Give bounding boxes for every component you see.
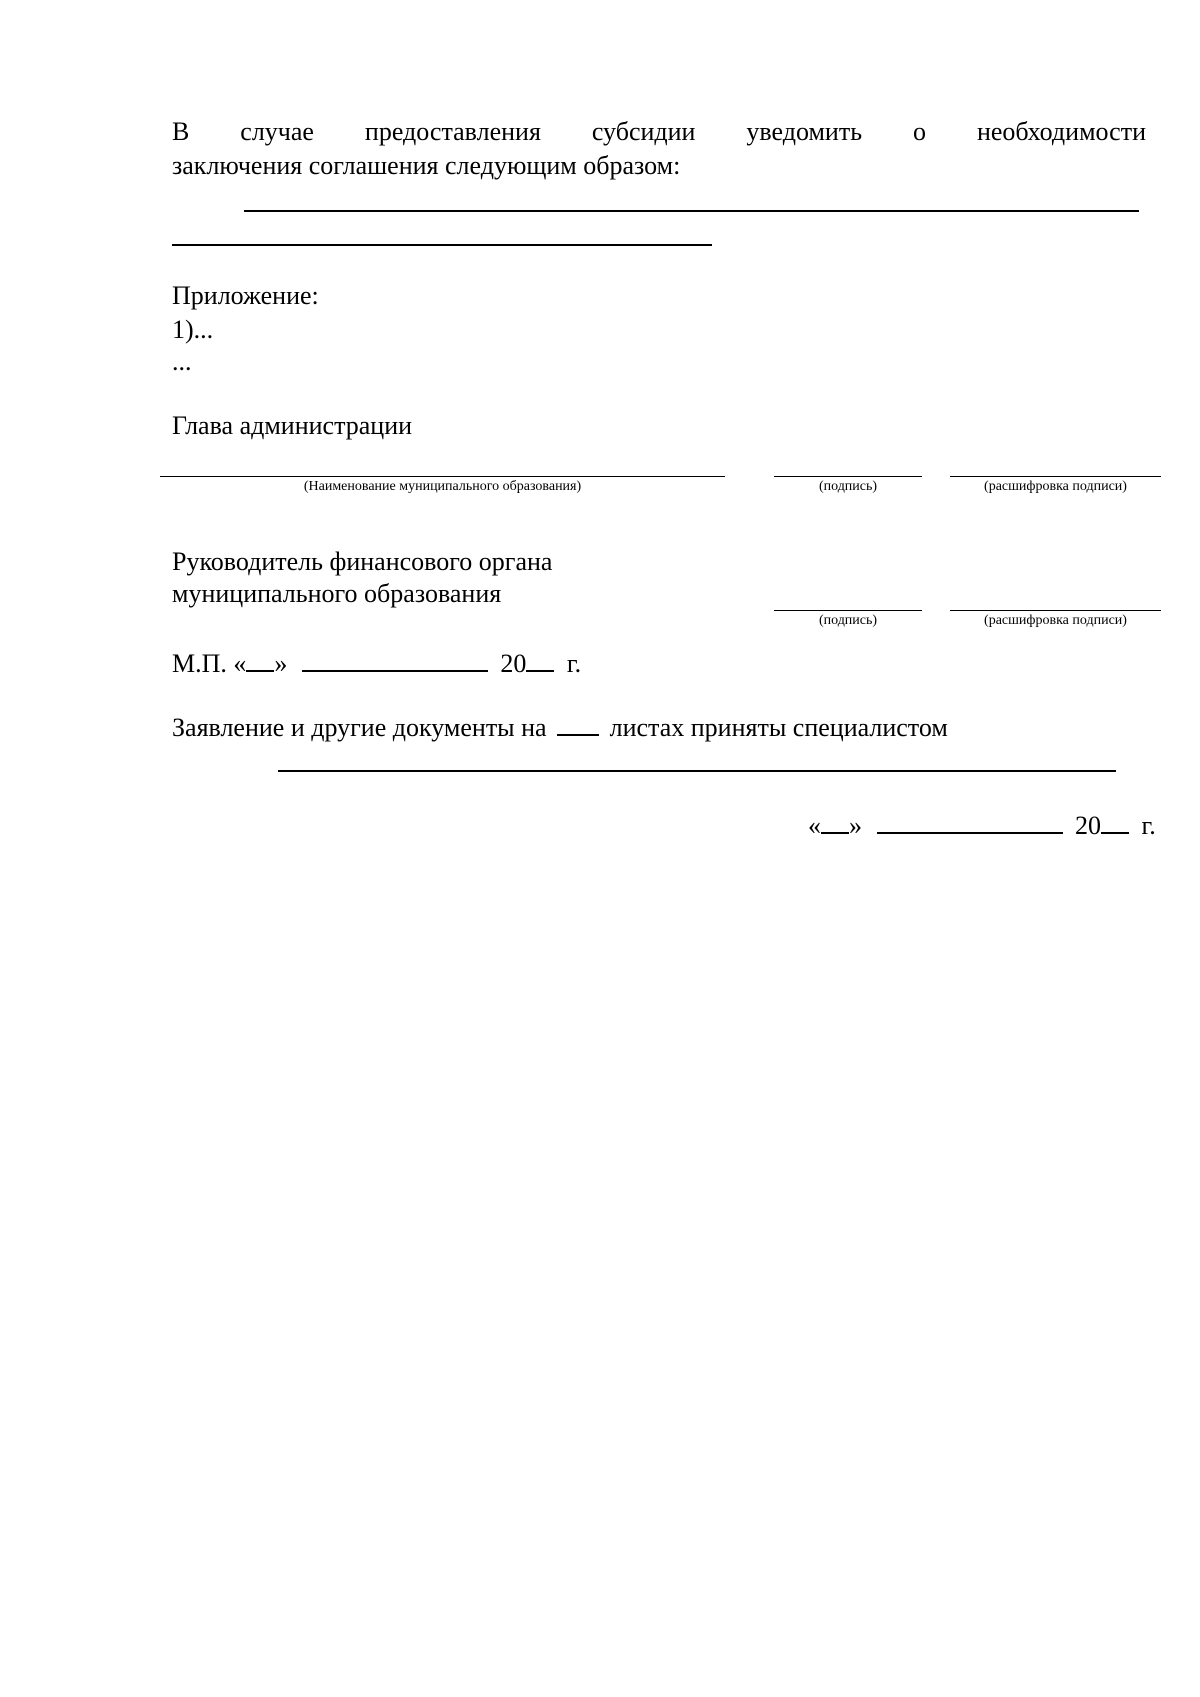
year-suffix: г. (1141, 811, 1156, 840)
stamp-mark: М.П. (172, 649, 227, 678)
sheets-count-blank[interactable] (557, 710, 599, 736)
finance-title-line-2: муниципального образования (172, 579, 502, 608)
receipt-text (172, 710, 948, 744)
receipt-text-before: Заявление и другие документы на (172, 713, 547, 742)
head-signature-caption: (подпись) (818, 479, 878, 494)
close-quote: » (274, 649, 288, 678)
month-blank[interactable] (302, 646, 488, 672)
notice-word: В (172, 117, 190, 146)
notice-line-2: заключения соглашения следующим образом: (172, 151, 681, 180)
head-decoding-line[interactable] (950, 476, 1161, 477)
head-title: Глава администрации (172, 411, 413, 440)
specialist-line[interactable] (278, 770, 1116, 772)
year-blank[interactable] (526, 646, 554, 672)
finance-signature-caption: (подпись) (818, 613, 878, 628)
year-prefix: 20 (500, 649, 527, 678)
notice-word: необходимости (976, 117, 1146, 146)
receipt-text-after: листах приняты специалистом (609, 713, 948, 742)
receipt-date-line (808, 808, 1156, 842)
close-quote: » (849, 811, 862, 840)
attachments-item-1: 1)... (172, 315, 214, 344)
notice-method-line-2[interactable] (172, 244, 712, 246)
month-blank[interactable] (877, 808, 1063, 834)
stamp-date-line (172, 646, 581, 680)
notice-line-1 (172, 116, 1146, 148)
head-municipality-line[interactable] (160, 476, 725, 477)
year-suffix: г. (566, 649, 582, 678)
head-signature-line[interactable] (774, 476, 922, 477)
open-quote: « (233, 649, 247, 678)
finance-title-line-1: Руководитель финансового органа (172, 547, 553, 576)
notice-word: предоставления (364, 117, 541, 146)
attachments-more: ... (172, 347, 192, 376)
attachments-title: Приложение: (172, 281, 319, 310)
day-blank[interactable] (246, 646, 274, 672)
year-blank[interactable] (1101, 808, 1129, 834)
finance-signature-line[interactable] (774, 610, 922, 611)
notice-word: о (913, 117, 927, 146)
notice-word: уведомить (746, 117, 863, 146)
day-blank[interactable] (821, 808, 849, 834)
finance-decoding-line[interactable] (950, 610, 1161, 611)
open-quote: « (808, 811, 821, 840)
notice-method-line-1[interactable] (244, 210, 1139, 212)
finance-decoding-caption: (расшифровка подписи) (984, 613, 1127, 628)
head-municipality-caption: (Наименование муниципального образования) (303, 479, 582, 494)
year-prefix: 20 (1075, 811, 1101, 840)
notice-word: случае (240, 117, 314, 146)
notice-word: субсидии (591, 117, 696, 146)
head-decoding-caption: (расшифровка подписи) (984, 479, 1127, 494)
